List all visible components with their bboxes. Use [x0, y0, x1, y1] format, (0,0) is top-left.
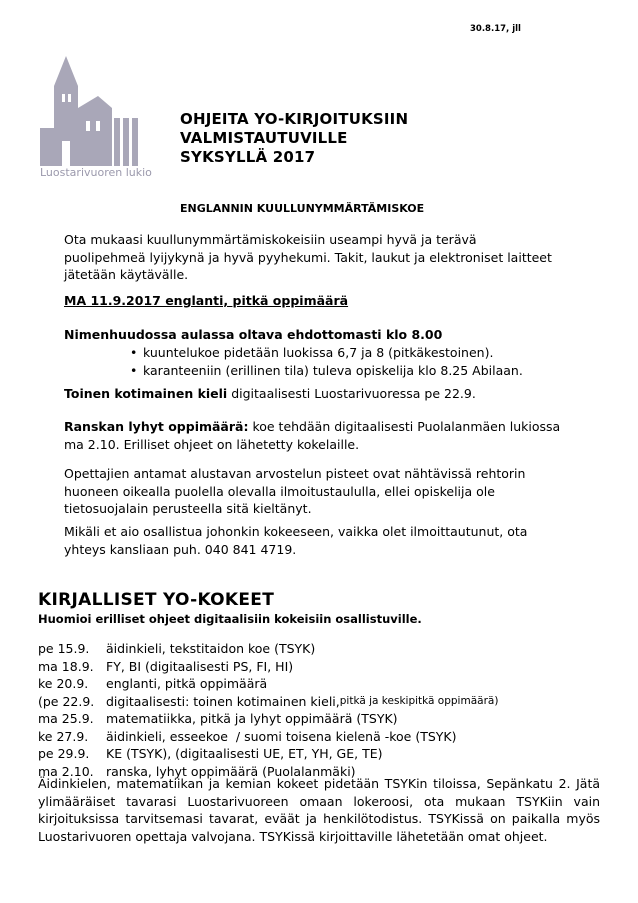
title-line-1: OHJEITA YO-KIRJOITUKSIIN — [180, 110, 409, 128]
schedule-row — [38, 745, 498, 763]
title-line-3: SYKSYLLÄ 2017 — [180, 148, 316, 166]
teachers-line-2: huoneen oikealla puolella olevalla ilmoitustaululla, ellei opiskelija ole — [64, 483, 495, 499]
rollcall-notice: Nimenhuudossa aulassa oltava ehdottomasti klo 8.00 — [64, 327, 443, 342]
schedule-day: pe 15.9. — [38, 641, 90, 656]
page-title — [180, 110, 408, 167]
schedule-day: pe 29.9. — [38, 746, 90, 761]
schedule-desc: äidinkieli, esseekoe / suomi toisena kielenä -koe (TSYK) — [106, 728, 457, 744]
bullet-icon: • — [130, 362, 138, 378]
teachers-paragraph — [64, 465, 604, 518]
schedule-desc: englanti, pitkä oppimäärä — [106, 676, 268, 691]
schedule-desc: ranska, lyhyt oppimäärä (Puolalanmäki) — [106, 763, 356, 779]
title-line-2: VALMISTAUTUVILLE — [180, 129, 348, 147]
second-language-text: digitaalisesti Luostarivuoressa pe 22.9. — [227, 386, 476, 401]
list-item — [130, 362, 600, 380]
second-language-paragraph — [64, 385, 604, 403]
list-item — [130, 344, 600, 362]
intro-paragraph — [64, 231, 604, 284]
schedule-day: ke 27.9. — [38, 728, 89, 744]
second-language-label: Toinen kotimainen kieli — [64, 386, 228, 401]
schedule-row — [38, 640, 498, 658]
schedule-desc: digitaalisesti: toinen kotimainen kieli, — [106, 693, 340, 709]
schedule-desc: äidinkieli, tekstitaidon koe (TSYK) — [106, 641, 316, 656]
list-item-text: karanteeniin (erillinen tila) tuleva opiskelija klo 8.25 Abilaan. — [143, 362, 523, 378]
schedule-day: (pe 22.9. — [38, 693, 95, 709]
schedule-day: ma 18.9. — [38, 658, 94, 674]
list-item-text: kuuntelukoe pidetään luokissa 6,7 ja 8 (pitkäkestoinen). — [143, 345, 494, 360]
schedule-row — [38, 728, 498, 746]
schedule-row — [38, 710, 498, 728]
schedule-row — [38, 693, 498, 711]
logo-text: Luostarivuoren lukio — [40, 166, 152, 179]
document-date: 30.8.17, jll — [470, 24, 521, 34]
instruction-list — [130, 344, 600, 379]
schedule-desc: KE (TSYK), (digitaalisesti UE, ET, YH, GE, TE) — [106, 746, 383, 761]
teachers-line-3: tietosuojalain perusteella sitä kieltänyt. — [64, 501, 312, 516]
intro-line-3: jätetään käytävälle. — [64, 267, 189, 282]
intro-line-2: puolipehmeä lyijykynä ja hyvä pyyhekumi. Takit, laukut ja elektroniset laitteet — [64, 249, 552, 265]
french-text: koe tehdään digitaalisesti Puolalanmäen lukiossa — [248, 419, 561, 434]
school-logo — [34, 46, 174, 206]
schedule-desc: FY, BI (digitaalisesti PS, FI, HI) — [106, 658, 294, 674]
exam-schedule — [38, 640, 498, 780]
intro-line-1: Ota mukaasi kuullunymmärtämiskokeisiin useampi hyvä ja terävä — [64, 232, 477, 247]
french-label: Ranskan lyhyt oppimäärä: — [64, 419, 249, 434]
final-paragraph: Äidinkielen, matematiikan ja kemian kokeet pidetään TSYKin tiloissa, Sepänkatu 2. Jätä ylimääräiset tavarasi Luostarivuoreen omaan lokeroosi, ota mukaan TSYKiin vain kirjoituksissa tarvitsemasi tavarat, eväät ja henkilötodistus. TSYKissä on paikalla myös Luostarivuoren opettaja valvojana. TSYKissä kirjoittaville lähetetään omat ohjeet. — [38, 776, 600, 844]
schedule-row — [38, 675, 498, 693]
french-paragraph — [64, 418, 604, 453]
bullet-icon: • — [130, 345, 138, 360]
contact-paragraph — [64, 523, 604, 558]
schedule-day: ma 25.9. — [38, 711, 94, 726]
schedule-day: ke 20.9. — [38, 676, 89, 691]
schedule-desc: matematiikka, pitkä ja lyhyt oppimäärä (TSYK) — [106, 711, 398, 726]
written-exams-note: Huomioi erilliset ohjeet digitaalisiin kokeisiin osallistuville. — [38, 612, 422, 626]
exam-date-heading: MA 11.9.2017 englanti, pitkä oppimäärä — [64, 293, 349, 308]
contact-line-1: Mikäli et aio osallistua johonkin kokeeseen, vaikka olet ilmoittautunut, ota — [64, 524, 528, 539]
schedule-day: ma 2.10. — [38, 763, 94, 779]
schedule-row — [38, 658, 498, 676]
schedule-desc-small: pitkä ja keskipitkä oppimäärä) — [339, 694, 499, 707]
contact-line-2: yhteys kansliaan puh. 040 841 4719. — [64, 541, 297, 557]
written-exams-heading: KIRJALLISET YO-KOKEET — [38, 590, 275, 610]
teachers-line-1: Opettajien antamat alustavan arvostelun pisteet ovat nähtävissä rehtorin — [64, 466, 526, 481]
section-subtitle: ENGLANNIN KUULLUNYMMÄRTÄMISKOE — [180, 202, 425, 215]
french-line-2: ma 2.10. Erilliset ohjeet on lähetetty kokelaille. — [64, 436, 360, 452]
